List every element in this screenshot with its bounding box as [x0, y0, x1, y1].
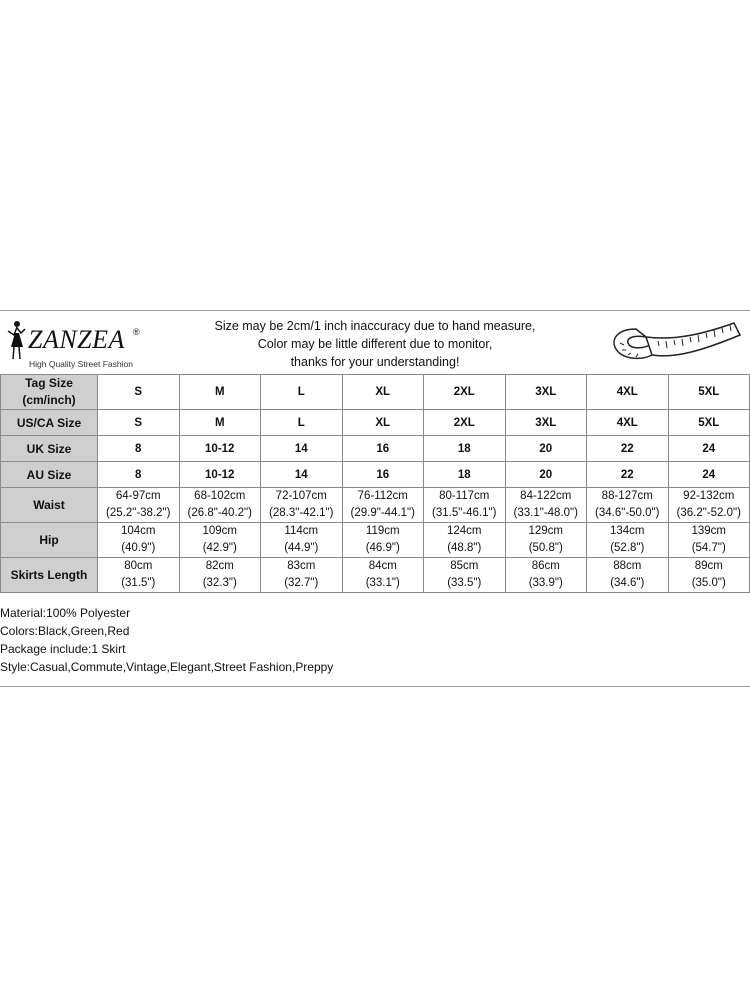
table-cell	[179, 558, 261, 593]
table-cell: 3XL	[505, 410, 587, 436]
cm-value: 92-132cm	[683, 490, 735, 502]
table-cell: 8	[98, 462, 180, 488]
inch-value: (31.5"-46.1")	[432, 507, 497, 519]
brand-name: ZANZEA	[28, 325, 125, 354]
cm-value: 114cm	[284, 525, 319, 537]
table-cell	[261, 558, 343, 593]
table-cell	[342, 523, 424, 558]
row-label: US/CA Size	[1, 410, 98, 436]
size-header-cell: XL	[342, 375, 424, 410]
table-cell	[261, 523, 343, 558]
inch-value: (35.0")	[691, 577, 726, 589]
row-label: Waist	[1, 488, 98, 523]
cm-value: 72-107cm	[275, 490, 327, 502]
cm-value: 80-117cm	[439, 490, 490, 502]
size-header-cell: L	[261, 375, 343, 410]
table-cell	[342, 488, 424, 523]
inch-value: (54.7")	[691, 542, 726, 554]
inch-value: (33.1"-48.0")	[513, 507, 578, 519]
cm-value: 83cm	[287, 560, 316, 572]
table-cell	[505, 488, 587, 523]
table-cell: 16	[342, 436, 424, 462]
table-cell	[424, 558, 506, 593]
inch-value: (28.3"-42.1")	[269, 507, 334, 519]
table-cell: XL	[342, 410, 424, 436]
inch-value: (52.8")	[610, 542, 645, 554]
brand-tagline: High Quality Street Fashion	[29, 359, 133, 369]
table-cell	[261, 488, 343, 523]
cm-value: 84-122cm	[520, 490, 572, 502]
inch-value: (42.9")	[202, 542, 237, 554]
inch-value: (25.2"-38.2")	[106, 507, 171, 519]
table-cell: 14	[261, 436, 343, 462]
table-cell: 24	[668, 462, 750, 488]
table-cell	[668, 558, 750, 593]
size-header-cell: 4XL	[587, 375, 669, 410]
table-cell	[424, 523, 506, 558]
inch-value: (31.5")	[121, 577, 156, 589]
table-cell	[179, 488, 261, 523]
table-row-hip	[1, 523, 750, 558]
table-cell: 20	[505, 462, 587, 488]
notice-line: Size may be 2cm/1 inch inaccuracy due to hand measure,	[214, 319, 536, 333]
inch-value: (32.7")	[284, 577, 319, 589]
colors-text: Colors:Black,Green,Red	[0, 624, 130, 638]
notice-line: thanks for your understanding!	[290, 355, 460, 369]
table-cell: 10-12	[179, 436, 261, 462]
table-row-au	[1, 462, 750, 488]
brand-logo	[4, 319, 164, 369]
accuracy-notice	[175, 317, 575, 371]
table-cell	[587, 558, 669, 593]
table-cell: S	[98, 410, 180, 436]
table-cell	[98, 523, 180, 558]
table-cell	[424, 488, 506, 523]
row-label: Skirts Length	[1, 558, 98, 593]
size-table	[0, 374, 750, 593]
inch-value: (33.9")	[528, 577, 563, 589]
table-cell: 14	[261, 462, 343, 488]
measuring-tape-icon	[606, 315, 746, 371]
table-cell: 8	[98, 436, 180, 462]
cm-value: 84cm	[368, 560, 397, 572]
table-cell: 18	[424, 462, 506, 488]
row-label: AU Size	[1, 462, 98, 488]
inch-value: (33.1")	[365, 577, 400, 589]
cm-value: 68-102cm	[194, 490, 246, 502]
size-header-cell: M	[179, 375, 261, 410]
cm-value: 82cm	[205, 560, 234, 572]
size-chart-header	[0, 310, 750, 375]
table-cell	[587, 488, 669, 523]
cm-value: 109cm	[202, 525, 238, 537]
style-text: Style:Casual,Commute,Vintage,Elegant,Street Fashion,Preppy	[0, 660, 334, 674]
inch-value: (46.9")	[365, 542, 400, 554]
table-cell: 5XL	[668, 410, 750, 436]
inch-value: (34.6"-50.0")	[595, 507, 660, 519]
inch-value: (34.6")	[610, 577, 645, 589]
cm-value: 85cm	[450, 560, 479, 572]
cm-value: 89cm	[694, 560, 723, 572]
table-cell: L	[261, 410, 343, 436]
cm-value: 88-127cm	[601, 490, 653, 502]
size-header-cell: 2XL	[424, 375, 506, 410]
size-header-cell: 5XL	[668, 375, 750, 410]
table-cell: 10-12	[179, 462, 261, 488]
header-line: Tag Size	[25, 376, 73, 390]
table-cell	[98, 488, 180, 523]
inch-value: (26.8"-40.2")	[187, 507, 252, 519]
cm-value: 88cm	[613, 560, 642, 572]
inch-value: (44.9")	[284, 542, 319, 554]
fashion-figure-icon	[4, 319, 28, 363]
cm-value: 64-97cm	[115, 490, 161, 502]
registered-mark: ®	[133, 327, 140, 337]
size-chart-sheet	[0, 310, 750, 674]
inch-value: (40.9")	[121, 542, 156, 554]
package-text: Package include:1 Skirt	[0, 642, 126, 656]
notice-line: Color may be little different due to monitor,	[257, 337, 493, 351]
table-cell	[98, 558, 180, 593]
table-cell: 18	[424, 436, 506, 462]
table-cell: 24	[668, 436, 750, 462]
table-cell: M	[179, 410, 261, 436]
table-cell: 2XL	[424, 410, 506, 436]
table-row-uk	[1, 436, 750, 462]
table-cell: 20	[505, 436, 587, 462]
cm-value: 76-112cm	[357, 490, 408, 502]
table-cell	[505, 558, 587, 593]
table-cell	[587, 523, 669, 558]
table-cell: 22	[587, 462, 669, 488]
cm-value: 104cm	[120, 525, 156, 537]
cm-value: 86cm	[531, 560, 560, 572]
product-info	[0, 604, 333, 676]
table-cell	[668, 523, 750, 558]
material-text: Material:100% Polyester	[0, 606, 131, 620]
cm-value: 124cm	[446, 525, 482, 537]
inch-value: (50.8")	[528, 542, 563, 554]
cm-value: 134cm	[609, 525, 645, 537]
tag-size-header	[1, 375, 98, 410]
size-header-cell: S	[98, 375, 180, 410]
table-cell: 4XL	[587, 410, 669, 436]
cm-value: 139cm	[691, 525, 727, 537]
table-row-us-ca	[1, 410, 750, 436]
table-cell	[505, 523, 587, 558]
inch-value: (48.8")	[447, 542, 482, 554]
size-header-cell: 3XL	[505, 375, 587, 410]
table-row-tag-size	[1, 375, 750, 410]
table-cell	[342, 558, 424, 593]
table-cell: 22	[587, 436, 669, 462]
cm-value: 80cm	[124, 560, 153, 572]
header-line: (cm/inch)	[22, 393, 76, 407]
inch-value: (33.5")	[447, 577, 482, 589]
row-label: UK Size	[1, 436, 98, 462]
inch-value: (32.3")	[202, 577, 237, 589]
cm-value: 129cm	[528, 525, 564, 537]
inch-value: (36.2"-52.0")	[676, 507, 741, 519]
table-row-skirts-length	[1, 558, 750, 593]
row-label: Hip	[1, 523, 98, 558]
table-cell	[668, 488, 750, 523]
table-cell	[179, 523, 261, 558]
table-cell: 16	[342, 462, 424, 488]
inch-value: (29.9"-44.1")	[350, 507, 415, 519]
divider	[0, 686, 750, 687]
table-row-waist	[1, 488, 750, 523]
cm-value: 119cm	[365, 525, 400, 537]
